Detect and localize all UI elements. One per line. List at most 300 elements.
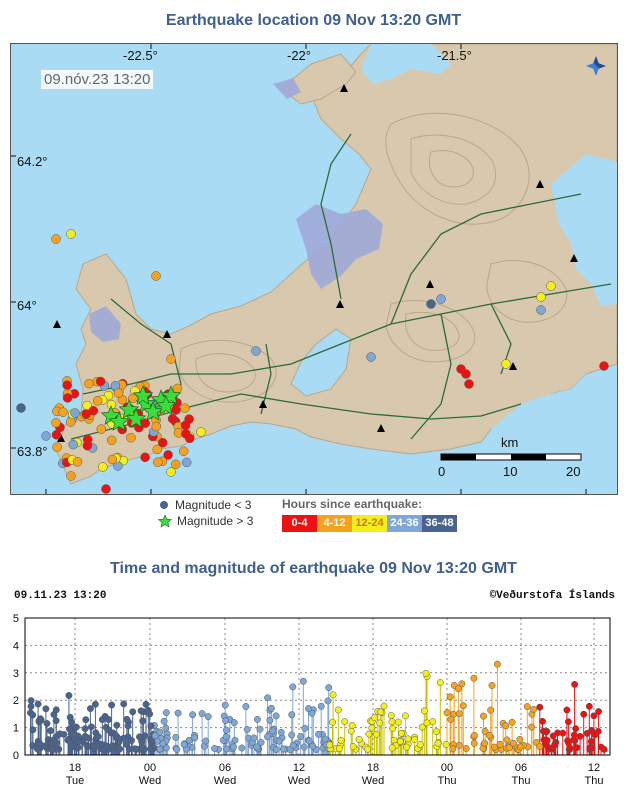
event-point [278,729,284,735]
event-point [592,732,598,738]
event-point [543,742,549,748]
x-tick-day: Wed [361,775,385,787]
event-point [290,742,296,748]
x-tick-hour: 18 [366,762,380,774]
earthquake-marker [71,409,80,418]
event-point [389,725,395,731]
event-point [336,745,342,751]
hours-legend-title: Hours since earthquake: [282,497,423,511]
event-point [342,719,348,725]
earthquake-marker [437,295,446,304]
event-point [371,714,377,720]
earthquake-marker [52,235,61,244]
event-point [104,744,110,750]
event-point [75,733,81,739]
earthquake-marker [67,230,76,239]
earthquake-marker [502,360,511,369]
event-point [588,738,594,744]
event-point [239,745,245,751]
event-point [300,678,306,684]
event-point [444,709,450,715]
event-point [112,732,118,738]
event-point [305,705,311,711]
event-point [433,728,439,734]
event-point [163,725,169,731]
event-point [504,737,510,743]
event-point [264,734,270,740]
hours-bin-0-4: 0-4 [282,515,317,532]
event-point [411,736,417,742]
event-point [223,727,229,733]
y-tick-label: 1 [12,722,19,735]
event-point [173,734,179,740]
earthquake-marker [89,406,98,415]
event-point [430,718,436,724]
small-magnitude-circle-icon [158,499,170,511]
event-point [231,719,237,725]
event-point [531,706,537,712]
earthquake-marker [171,460,180,469]
event-point [378,709,384,715]
event-point [75,744,81,750]
event-point [571,681,577,687]
event-point [53,718,59,724]
event-point [222,718,228,724]
event-point [591,713,597,719]
earthquake-marker [126,433,135,442]
event-point [539,718,545,724]
earthquake-marker [93,396,102,405]
event-point [550,733,556,739]
event-point [289,712,295,718]
event-point [128,737,134,743]
earthquake-marker [73,457,82,466]
event-point [318,703,324,709]
earthquake-marker [537,306,546,315]
event-point [136,734,142,740]
earthquake-marker [108,455,117,464]
event-point [543,729,549,735]
earthquake-marker [197,428,206,437]
earthquake-marker [17,404,26,413]
event-point [369,725,375,731]
x-tick-hour: 06 [514,762,528,774]
event-point [325,698,331,704]
event-point [114,722,120,728]
x-tick-hour: 18 [68,762,82,774]
map-timestamp: 09.nóv.23 13:20 [41,70,153,89]
event-point [273,713,279,719]
event-point [586,703,592,709]
earthquake-marker [141,453,150,462]
event-point [395,719,401,725]
earthquake-marker [600,362,609,371]
hours-bin-12-24: 12-24 [352,515,387,532]
earthquake-marker [96,377,105,386]
event-point [105,727,111,733]
event-point [257,726,263,732]
event-point [364,746,370,752]
scale-unit-label: km [501,435,519,450]
event-point [350,743,356,749]
x-tick-day: Thu [511,775,531,787]
event-point [43,706,49,712]
event-point [448,716,454,722]
event-point [471,732,477,738]
event-point [268,705,274,711]
hours-legend [282,497,457,532]
event-point [175,710,181,716]
x-tick-hour: 00 [143,762,157,774]
event-point [366,731,372,737]
event-point [28,703,34,709]
event-point [463,745,469,751]
hours-bin-4-12: 4-12 [317,515,352,532]
event-point [121,701,127,707]
event-point [587,744,593,750]
event-point [471,675,477,681]
event-point [551,742,557,748]
earthquake-marker [52,418,61,427]
event-point [30,712,36,718]
event-point [330,692,336,698]
earthquake-marker [167,468,176,477]
event-point [302,725,308,731]
event-point [290,684,296,690]
event-point [564,707,570,713]
event-point [224,746,230,752]
event-point [573,725,579,731]
lon-label-2: -22° [287,48,311,63]
event-point [574,744,580,750]
event-point [230,744,236,750]
event-point [124,716,130,722]
event-point [117,746,123,752]
event-point [506,745,512,751]
event-point [44,720,50,726]
event-point [66,692,72,698]
event-point [146,711,152,717]
event-point [82,726,88,732]
event-point [437,679,443,685]
earthquake-marker [97,425,106,434]
event-point [327,742,333,748]
event-point [402,713,408,719]
earthquake-marker [59,408,68,417]
event-point [66,726,72,732]
event-point [30,727,36,733]
earthquake-marker [181,421,190,430]
earthquake-marker [67,472,76,481]
event-point [537,704,543,710]
earthquake-marker [98,463,107,472]
scale-tick-0: 0 [438,464,446,479]
event-point [28,697,34,703]
x-tick-day: Thu [584,775,604,787]
event-point [289,732,295,738]
event-point [223,734,229,740]
hours-bin-24-36: 24-36 [387,515,422,532]
event-point [298,733,304,739]
hours-bin-36-48: 36-48 [422,515,457,532]
event-point [397,738,403,744]
earthquake-marker [537,293,546,302]
lat-label-3: 63.8° [17,444,48,459]
event-point [125,723,131,729]
event-point [189,712,195,718]
event-point [517,744,523,750]
event-point [34,746,40,752]
timeseries-credit: ©Veðurstofa Íslands [489,590,615,602]
event-point [139,744,145,750]
earthquake-marker [179,447,188,456]
event-point [356,736,362,742]
x-tick-day: Wed [138,775,162,787]
event-point [460,703,466,709]
earthquake-marker [173,384,182,393]
earthquake-marker [158,438,167,447]
scale-tick-20: 20 [566,464,581,479]
earthquake-marker [171,406,180,415]
earthquake-marker [66,418,75,427]
event-point [560,730,566,736]
event-point [398,730,404,736]
earthquake-marker [180,404,189,413]
event-point [571,732,577,738]
event-point [381,703,387,709]
event-point [95,733,101,739]
event-point [315,731,321,737]
event-point [348,728,354,734]
event-point [83,717,89,723]
event-point [38,717,44,723]
event-point [148,723,154,729]
lat-label-2: 64° [17,298,37,313]
earthquake-marker [182,458,191,467]
earthquake-marker [547,282,556,291]
event-point [222,702,228,708]
map-panel [10,43,618,495]
event-point [373,731,379,737]
x-tick-hour: 12 [292,762,306,774]
earthquake-marker [84,379,93,388]
event-point [537,743,543,749]
earthquake-marker [152,272,161,281]
event-point [152,733,158,739]
event-point [126,746,132,752]
x-tick-hour: 00 [440,762,454,774]
event-point [509,719,515,725]
event-point [419,724,425,730]
event-point [389,719,395,725]
earthquake-marker [252,347,261,356]
earthquake-marker [53,443,62,452]
earthquake-marker [107,436,116,445]
event-point [91,744,97,750]
event-point [565,740,571,746]
event-point [480,713,486,719]
x-tick-hour: 06 [218,762,232,774]
mag-small-label: Magnitude < 3 [175,498,252,512]
event-point [35,701,41,707]
event-point [47,728,53,734]
x-tick-day: Wed [213,775,237,787]
event-point [377,720,383,726]
scale-tick-10: 10 [503,464,518,479]
large-magnitude-star-icon [158,514,172,528]
event-point [481,740,487,746]
earthquake-marker [102,485,111,494]
event-point [349,722,355,728]
event-point [264,695,270,701]
earthquake-marker [63,393,72,402]
event-point [161,718,167,724]
event-point [273,746,279,752]
event-point [301,744,307,750]
event-point [143,701,149,707]
event-point [73,724,79,730]
event-point [421,708,427,714]
earthquake-marker [63,381,72,390]
event-point [404,744,410,750]
event-point [471,740,477,746]
event-point [517,736,523,742]
y-tick-label: 5 [12,613,19,625]
event-point [565,719,571,725]
earthquake-marker [52,430,61,439]
event-point [69,743,75,749]
x-tick-day: Tue [65,775,85,787]
event-point [181,741,187,747]
event-point [244,726,250,732]
event-point [53,707,59,713]
event-point [276,738,282,744]
y-tick-label: 2 [12,695,19,708]
event-point [130,709,136,715]
event-point [338,737,344,743]
event-point [251,735,257,741]
earthquake-marker [42,432,51,441]
event-point [199,710,205,716]
event-point [322,736,328,742]
event-point [243,703,249,709]
event-point [443,741,449,747]
event-point [423,670,429,676]
event-point [49,746,55,752]
event-point [335,707,341,713]
event-point [524,703,530,709]
event-point [388,712,394,718]
earthquake-marker [167,355,176,364]
station-marker [53,320,61,328]
event-point [132,746,138,752]
event-point [254,744,260,750]
earthquake-marker [181,429,190,438]
event-point [494,661,500,667]
event-point [488,707,494,713]
event-point [61,731,67,737]
event-point [503,723,509,729]
x-tick-day: Wed [287,775,311,787]
lon-label-1: -22.5° [123,48,158,63]
x-tick-hour: 12 [587,762,601,774]
earthquake-marker [465,380,474,389]
earthquake-marker [69,440,78,449]
event-point [270,728,276,734]
event-point [211,745,217,751]
y-tick-label: 3 [12,667,19,680]
earthquake-marker [153,458,162,467]
event-point [82,733,88,739]
magnitude-legend [158,497,253,529]
event-point [267,717,273,723]
event-point [450,746,456,752]
event-point [447,694,453,700]
lon-label-3: -21.5° [437,48,472,63]
y-tick-label: 4 [12,640,19,653]
event-point [108,702,114,708]
lat-label-1: 64.2° [17,154,48,169]
event-point [577,733,583,739]
event-point [160,741,166,747]
event-point [456,711,462,717]
earthquake-marker [427,300,436,309]
earthquake-marker [114,389,123,398]
event-point [203,738,209,744]
mag-large-label: Magnitude > 3 [177,514,254,528]
event-point [67,714,73,720]
hours-color-bar [282,515,457,532]
event-point [88,724,94,730]
event-point [581,711,587,717]
event-point [174,746,180,752]
event-point [205,713,211,719]
iceland-map [11,44,617,494]
event-point [389,745,395,751]
event-point [148,746,154,752]
event-point [280,746,286,752]
timeseries-title: Time and magnitude of earthquake 09 Nov 13:20 GMT [110,560,517,577]
event-point [405,736,411,742]
event-point [102,713,108,719]
magnitude-timeline-chart [0,600,627,798]
event-point [435,740,441,746]
event-point [455,686,461,692]
event-point [254,716,260,722]
event-point [528,724,534,730]
timeseries-stamp: 09.11.23 13:20 [14,590,107,602]
event-point [456,742,462,748]
event-point [138,708,144,714]
event-point [87,705,93,711]
event-point [326,684,332,690]
event-point [163,709,169,715]
event-point [192,735,198,741]
earthquake-marker [168,414,177,423]
y-tick-label: 0 [12,750,19,762]
earthquake-marker [457,365,466,374]
event-point [329,719,335,725]
earthquake-marker [152,422,161,431]
event-point [306,738,312,744]
earthquake-marker [83,441,92,450]
event-point [491,744,497,750]
earthquake-marker [367,353,376,362]
map-title: Earthquake location 09 Nov 13:20 GMT [165,12,462,29]
event-point [489,682,495,688]
event-point [598,744,604,750]
event-point [140,718,146,724]
